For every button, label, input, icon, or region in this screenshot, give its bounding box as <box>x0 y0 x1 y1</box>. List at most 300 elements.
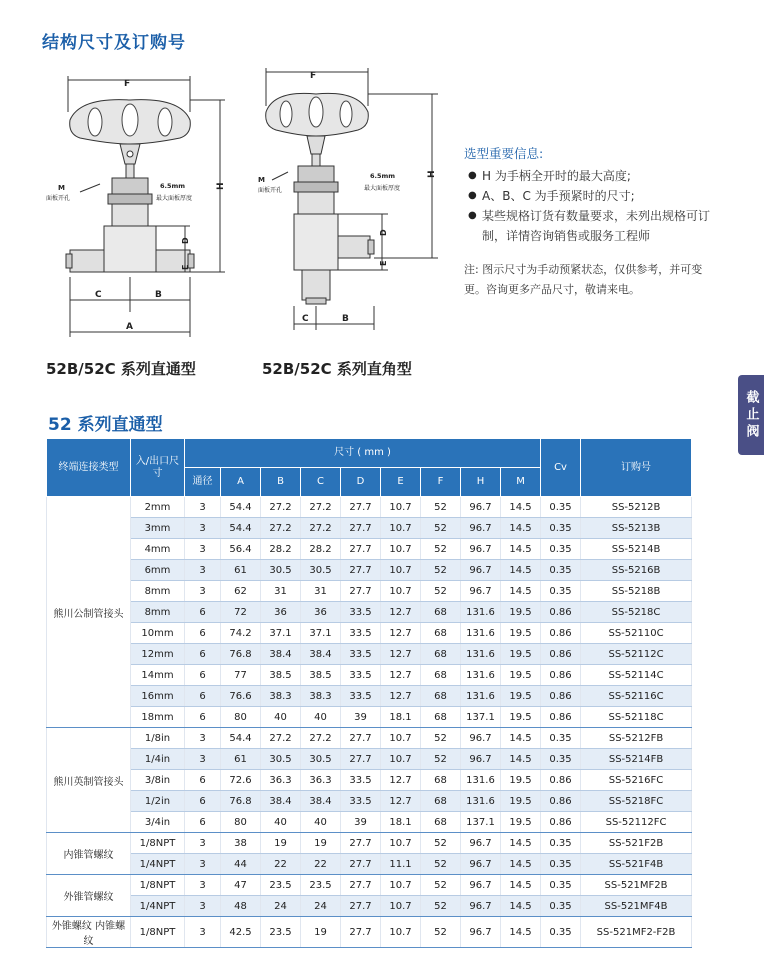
table-cell: 3 <box>185 728 221 749</box>
group-name-cell: 外锥螺纹 内锥螺纹 <box>47 917 131 948</box>
table-cell: 38.3 <box>301 686 341 707</box>
table-cell: 131.6 <box>461 665 501 686</box>
table-row <box>47 770 692 791</box>
table-cell: 56.4 <box>221 539 261 560</box>
panel-hole-label: 面板开孔 <box>46 195 71 202</box>
table-row <box>47 875 692 896</box>
table-cell: 131.6 <box>461 770 501 791</box>
table-cell: 52 <box>421 875 461 896</box>
table-cell: 137.1 <box>461 707 501 728</box>
table-cell: 18.1 <box>381 707 421 728</box>
table-cell: 76.6 <box>221 686 261 707</box>
table-cell: 1/2in <box>131 791 185 812</box>
table-cell: 30.5 <box>261 560 301 581</box>
table-cell: 0.35 <box>541 518 581 539</box>
table-cell: 6 <box>185 770 221 791</box>
table-cell: 27.7 <box>341 749 381 770</box>
header-c: C <box>301 468 341 497</box>
table-cell: 31 <box>301 581 341 602</box>
table-cell: 16mm <box>131 686 185 707</box>
table-cell: 27.7 <box>341 728 381 749</box>
dim-m-label: M <box>58 184 65 192</box>
table-cell: 72.6 <box>221 770 261 791</box>
order-number-cell: SS-5212FB <box>581 728 692 749</box>
table-cell: 68 <box>421 602 461 623</box>
table-cell: 30.5 <box>301 749 341 770</box>
table-cell: 74.2 <box>221 623 261 644</box>
order-number-cell: SS-5216B <box>581 560 692 581</box>
table-cell: 61 <box>221 560 261 581</box>
table-cell: 3 <box>185 560 221 581</box>
table-cell: 3 <box>185 749 221 770</box>
table-cell: 27.2 <box>301 728 341 749</box>
table-cell: 18mm <box>131 707 185 728</box>
order-number-cell: SS-52118C <box>581 707 692 728</box>
table-row <box>47 644 692 665</box>
table-row <box>47 581 692 602</box>
table-cell: 19 <box>301 917 341 948</box>
table-cell: 1/4NPT <box>131 854 185 875</box>
table-row <box>47 749 692 770</box>
table-cell: 80 <box>221 707 261 728</box>
table-cell: 96.7 <box>461 728 501 749</box>
table-cell: 3/4in <box>131 812 185 833</box>
table-row <box>47 518 692 539</box>
table-cell: 52 <box>421 728 461 749</box>
table-cell: 10.7 <box>381 497 421 518</box>
dim-e-label: E <box>181 264 190 270</box>
order-number-cell: SS-5214B <box>581 539 692 560</box>
table-cell: 0.35 <box>541 854 581 875</box>
table-cell: 12.7 <box>381 686 421 707</box>
table-cell: 96.7 <box>461 917 501 948</box>
table-cell: 76.8 <box>221 644 261 665</box>
table-cell: 131.6 <box>461 602 501 623</box>
header-a: A <box>221 468 261 497</box>
table-row <box>47 686 692 707</box>
table-row <box>47 623 692 644</box>
table-cell: 96.7 <box>461 875 501 896</box>
table-cell: 6mm <box>131 560 185 581</box>
table-cell: 30.5 <box>301 560 341 581</box>
table-cell: 1/4in <box>131 749 185 770</box>
table-cell: 19.5 <box>501 707 541 728</box>
table-cell: 6 <box>185 644 221 665</box>
table-row <box>47 812 692 833</box>
order-number-cell: SS-521MF4B <box>581 896 692 917</box>
table-cell: 54.4 <box>221 728 261 749</box>
selection-info <box>464 144 714 300</box>
table-cell: 12.7 <box>381 602 421 623</box>
table-cell: 68 <box>421 812 461 833</box>
table-row <box>47 539 692 560</box>
table-cell: 6 <box>185 602 221 623</box>
table-cell: 1/8NPT <box>131 917 185 948</box>
dim-c-label: C <box>95 290 102 300</box>
table-cell: 3/8in <box>131 770 185 791</box>
table-cell: 27.7 <box>341 854 381 875</box>
table-cell: 14.5 <box>501 728 541 749</box>
spec-table-body <box>47 497 692 948</box>
table-cell: 131.6 <box>461 791 501 812</box>
table-cell: 3 <box>185 917 221 948</box>
table-cell: 3 <box>185 518 221 539</box>
dim-f-label: F <box>124 79 131 89</box>
table-cell: 1/8in <box>131 728 185 749</box>
table-cell: 8mm <box>131 602 185 623</box>
table-cell: 68 <box>421 707 461 728</box>
table-row <box>47 854 692 875</box>
table-cell: 52 <box>421 833 461 854</box>
table-cell: 96.7 <box>461 518 501 539</box>
table-cell: 131.6 <box>461 644 501 665</box>
table-cell: 19.5 <box>501 812 541 833</box>
table-cell: 54.4 <box>221 497 261 518</box>
table-row <box>47 728 692 749</box>
table-cell: 3 <box>185 896 221 917</box>
table-cell: 36 <box>301 602 341 623</box>
table-cell: 0.35 <box>541 581 581 602</box>
table-cell: 10.7 <box>381 539 421 560</box>
table-cell: 12.7 <box>381 665 421 686</box>
table-cell: 10.7 <box>381 728 421 749</box>
table-cell: 28.2 <box>301 539 341 560</box>
table-cell: 96.7 <box>461 581 501 602</box>
table-cell: 33.5 <box>341 791 381 812</box>
table-cell: 0.86 <box>541 623 581 644</box>
order-number-cell: SS-5218B <box>581 581 692 602</box>
table-cell: 33.5 <box>341 602 381 623</box>
header-order: 订购号 <box>581 439 692 497</box>
table-cell: 11.1 <box>381 854 421 875</box>
dim-m-label-2: M <box>258 176 265 184</box>
table-cell: 27.2 <box>261 497 301 518</box>
table-cell: 96.7 <box>461 896 501 917</box>
table-cell: 18.1 <box>381 812 421 833</box>
caption-straight: 52B/52C 系列直通型 <box>46 360 196 378</box>
table-cell: 68 <box>421 644 461 665</box>
table-cell: 38.5 <box>261 665 301 686</box>
angle-valve-drawing <box>258 60 448 340</box>
order-number-cell: SS-52110C <box>581 623 692 644</box>
thickness-value: 6.5mm <box>160 182 186 190</box>
table-cell: 19.5 <box>501 686 541 707</box>
table-cell: 96.7 <box>461 833 501 854</box>
group-name-cell: 内锥管螺纹 <box>47 833 131 875</box>
table-cell: 40 <box>301 812 341 833</box>
table-cell: 1/8NPT <box>131 833 185 854</box>
table-cell: 38 <box>221 833 261 854</box>
table-cell: 38.4 <box>261 791 301 812</box>
header-f: F <box>421 468 461 497</box>
table-cell: 14.5 <box>501 539 541 560</box>
thickness-value-2: 6.5mm <box>370 172 396 180</box>
group-name-cell: 外锥管螺纹 <box>47 875 131 917</box>
table-cell: 19.5 <box>501 665 541 686</box>
table-cell: 52 <box>421 896 461 917</box>
table-cell: 44 <box>221 854 261 875</box>
table-cell: 42.5 <box>221 917 261 948</box>
table-cell: 3 <box>185 497 221 518</box>
table-cell: 68 <box>421 791 461 812</box>
table-cell: 40 <box>301 707 341 728</box>
table-cell: 12.7 <box>381 644 421 665</box>
table-cell: 38.4 <box>301 791 341 812</box>
header-m: M <box>501 468 541 497</box>
table-cell: 14.5 <box>501 917 541 948</box>
table-cell: 28.2 <box>261 539 301 560</box>
table-cell: 2mm <box>131 497 185 518</box>
table-cell: 4mm <box>131 539 185 560</box>
table-cell: 1/4NPT <box>131 896 185 917</box>
table-cell: 36 <box>261 602 301 623</box>
table-cell: 52 <box>421 497 461 518</box>
table-cell: 27.2 <box>261 728 301 749</box>
caption-angle: 52B/52C 系列直角型 <box>262 360 412 378</box>
dim-h-label-2: H <box>427 170 437 178</box>
table-cell: 37.1 <box>261 623 301 644</box>
info-item: ● H 为手柄全开时的最大高度; <box>464 166 714 186</box>
table-cell: 3 <box>185 875 221 896</box>
table-cell: 47 <box>221 875 261 896</box>
table-cell: 96.7 <box>461 539 501 560</box>
table-cell: 0.35 <box>541 917 581 948</box>
dim-d-label: D <box>181 237 190 244</box>
table-cell: 0.86 <box>541 686 581 707</box>
info-title: 选型重要信息: <box>464 146 544 161</box>
order-number-cell: SS-521F2B <box>581 833 692 854</box>
order-number-cell: SS-52112FC <box>581 812 692 833</box>
table-cell: 33.5 <box>341 686 381 707</box>
info-item: ● 某些规格订货有数量要求，未列出规格可订制，详情咨询销售或服务工程师 <box>464 206 714 246</box>
table-cell: 27.7 <box>341 560 381 581</box>
table-cell: 27.7 <box>341 518 381 539</box>
table-cell: 10.7 <box>381 749 421 770</box>
table-cell: 68 <box>421 770 461 791</box>
table-cell: 19.5 <box>501 791 541 812</box>
table-cell: 72 <box>221 602 261 623</box>
table-cell: 3mm <box>131 518 185 539</box>
header-dims: 尺寸 ( mm ) <box>185 439 541 468</box>
table-cell: 6 <box>185 707 221 728</box>
table-cell: 62 <box>221 581 261 602</box>
order-number-cell: SS-5214FB <box>581 749 692 770</box>
table-cell: 24 <box>261 896 301 917</box>
dim-b-label: B <box>155 290 162 300</box>
side-tab: 截止阀 <box>738 375 764 455</box>
header-b: B <box>261 468 301 497</box>
header-d: D <box>341 468 381 497</box>
table-cell: 8mm <box>131 581 185 602</box>
table-cell: 61 <box>221 749 261 770</box>
table-cell: 76.8 <box>221 791 261 812</box>
table-cell: 14.5 <box>501 833 541 854</box>
table-cell: 131.6 <box>461 623 501 644</box>
table-cell: 52 <box>421 518 461 539</box>
info-item: ● A、B、C 为手预紧时的尺寸; <box>464 186 714 206</box>
table-cell: 96.7 <box>461 560 501 581</box>
order-number-cell: SS-521MF2B <box>581 875 692 896</box>
table-cell: 23.5 <box>261 875 301 896</box>
table-cell: 31 <box>261 581 301 602</box>
table-cell: 54.4 <box>221 518 261 539</box>
table-cell: 19.5 <box>501 770 541 791</box>
table-cell: 0.35 <box>541 833 581 854</box>
order-number-cell: SS-521MF2-F2B <box>581 917 692 948</box>
table-row <box>47 665 692 686</box>
table-cell: 19 <box>301 833 341 854</box>
header-cv: Cv <box>541 439 581 497</box>
table-cell: 39 <box>341 812 381 833</box>
table-cell: 23.5 <box>261 917 301 948</box>
table-cell: 14.5 <box>501 497 541 518</box>
table-cell: 40 <box>261 812 301 833</box>
table-row <box>47 896 692 917</box>
table-cell: 33.5 <box>341 623 381 644</box>
table-cell: 27.7 <box>341 581 381 602</box>
table-cell: 38.4 <box>301 644 341 665</box>
table-cell: 48 <box>221 896 261 917</box>
table-cell: 0.86 <box>541 707 581 728</box>
table-cell: 10mm <box>131 623 185 644</box>
header-bore: 通径 <box>185 468 221 497</box>
table-row <box>47 791 692 812</box>
table-cell: 0.35 <box>541 749 581 770</box>
table-cell: 19.5 <box>501 602 541 623</box>
header-type: 终端连接类型 <box>47 439 131 497</box>
table-row <box>47 833 692 854</box>
table-cell: 96.7 <box>461 749 501 770</box>
dim-b-label-2: B <box>342 314 349 324</box>
table-cell: 27.7 <box>341 497 381 518</box>
table-cell: 19.5 <box>501 644 541 665</box>
table-cell: 27.2 <box>261 518 301 539</box>
spec-table <box>46 438 692 948</box>
table-cell: 14.5 <box>501 854 541 875</box>
table-cell: 6 <box>185 812 221 833</box>
table-cell: 77 <box>221 665 261 686</box>
table-cell: 52 <box>421 539 461 560</box>
table-cell: 27.7 <box>341 896 381 917</box>
table-cell: 0.86 <box>541 644 581 665</box>
table-cell: 14.5 <box>501 581 541 602</box>
table-cell: 52 <box>421 560 461 581</box>
order-number-cell: SS-5216FC <box>581 770 692 791</box>
table-cell: 19.5 <box>501 623 541 644</box>
table-cell: 68 <box>421 665 461 686</box>
table-cell: 10.7 <box>381 875 421 896</box>
table-cell: 39 <box>341 707 381 728</box>
table-cell: 52 <box>421 581 461 602</box>
table-cell: 33.5 <box>341 770 381 791</box>
table-row <box>47 497 692 518</box>
table-cell: 0.35 <box>541 497 581 518</box>
table-cell: 37.1 <box>301 623 341 644</box>
dim-e-label-2: E <box>379 260 388 266</box>
table-cell: 137.1 <box>461 812 501 833</box>
table-cell: 6 <box>185 686 221 707</box>
table-cell: 27.7 <box>341 539 381 560</box>
table-cell: 12mm <box>131 644 185 665</box>
table-cell: 27.2 <box>301 518 341 539</box>
table-cell: 0.86 <box>541 602 581 623</box>
group-name-cell: 熊川英制管接头 <box>47 728 131 833</box>
header-h: H <box>461 468 501 497</box>
table-cell: 6 <box>185 623 221 644</box>
table-cell: 27.7 <box>341 833 381 854</box>
table-row <box>47 707 692 728</box>
table-cell: 96.7 <box>461 854 501 875</box>
header-size: 入/出口尺寸 <box>131 439 185 497</box>
table-cell: 68 <box>421 686 461 707</box>
section-title: 结构尺寸及订购号 <box>42 33 186 53</box>
table-cell: 52 <box>421 854 461 875</box>
thickness-label: 最大面板厚度 <box>156 195 193 202</box>
table-cell: 6 <box>185 791 221 812</box>
table-title: 52 系列直通型 <box>48 415 163 435</box>
table-cell: 131.6 <box>461 686 501 707</box>
table-cell: 3 <box>185 539 221 560</box>
table-cell: 3 <box>185 854 221 875</box>
table-cell: 68 <box>421 623 461 644</box>
table-cell: 10.7 <box>381 560 421 581</box>
table-cell: 38.3 <box>261 686 301 707</box>
table-cell: 23.5 <box>301 875 341 896</box>
table-cell: 27.7 <box>341 875 381 896</box>
table-cell: 14.5 <box>501 896 541 917</box>
table-cell: 14mm <box>131 665 185 686</box>
table-cell: 96.7 <box>461 497 501 518</box>
table-cell: 0.86 <box>541 665 581 686</box>
table-cell: 38.4 <box>261 644 301 665</box>
table-row <box>47 917 692 948</box>
table-cell: 38.5 <box>301 665 341 686</box>
info-list <box>464 166 714 246</box>
table-cell: 10.7 <box>381 518 421 539</box>
table-cell: 22 <box>261 854 301 875</box>
table-cell: 27.2 <box>301 497 341 518</box>
table-cell: 0.35 <box>541 728 581 749</box>
table-cell: 10.7 <box>381 833 421 854</box>
info-note: 注: 图示尺寸为手动预紧状态，仅供参考，并可变更。咨询更多产品尺寸，敬请来电。 <box>464 263 703 296</box>
table-cell: 27.7 <box>341 917 381 948</box>
table-cell: 0.35 <box>541 896 581 917</box>
dim-a-label: A <box>126 322 133 332</box>
table-cell: 3 <box>185 833 221 854</box>
table-cell: 52 <box>421 749 461 770</box>
table-cell: 30.5 <box>261 749 301 770</box>
table-cell: 12.7 <box>381 791 421 812</box>
table-cell: 14.5 <box>501 560 541 581</box>
table-cell: 36.3 <box>301 770 341 791</box>
table-cell: 0.86 <box>541 812 581 833</box>
table-row <box>47 560 692 581</box>
table-cell: 0.86 <box>541 791 581 812</box>
table-cell: 0.35 <box>541 539 581 560</box>
table-cell: 0.35 <box>541 560 581 581</box>
table-cell: 33.5 <box>341 644 381 665</box>
table-cell: 10.7 <box>381 581 421 602</box>
order-number-cell: SS-5212B <box>581 497 692 518</box>
table-cell: 14.5 <box>501 875 541 896</box>
table-cell: 12.7 <box>381 623 421 644</box>
table-cell: 0.35 <box>541 875 581 896</box>
table-cell: 0.86 <box>541 770 581 791</box>
table-cell: 80 <box>221 812 261 833</box>
table-cell: 52 <box>421 917 461 948</box>
dim-h-label: H <box>216 182 226 190</box>
dim-c-label-2: C <box>302 314 309 324</box>
